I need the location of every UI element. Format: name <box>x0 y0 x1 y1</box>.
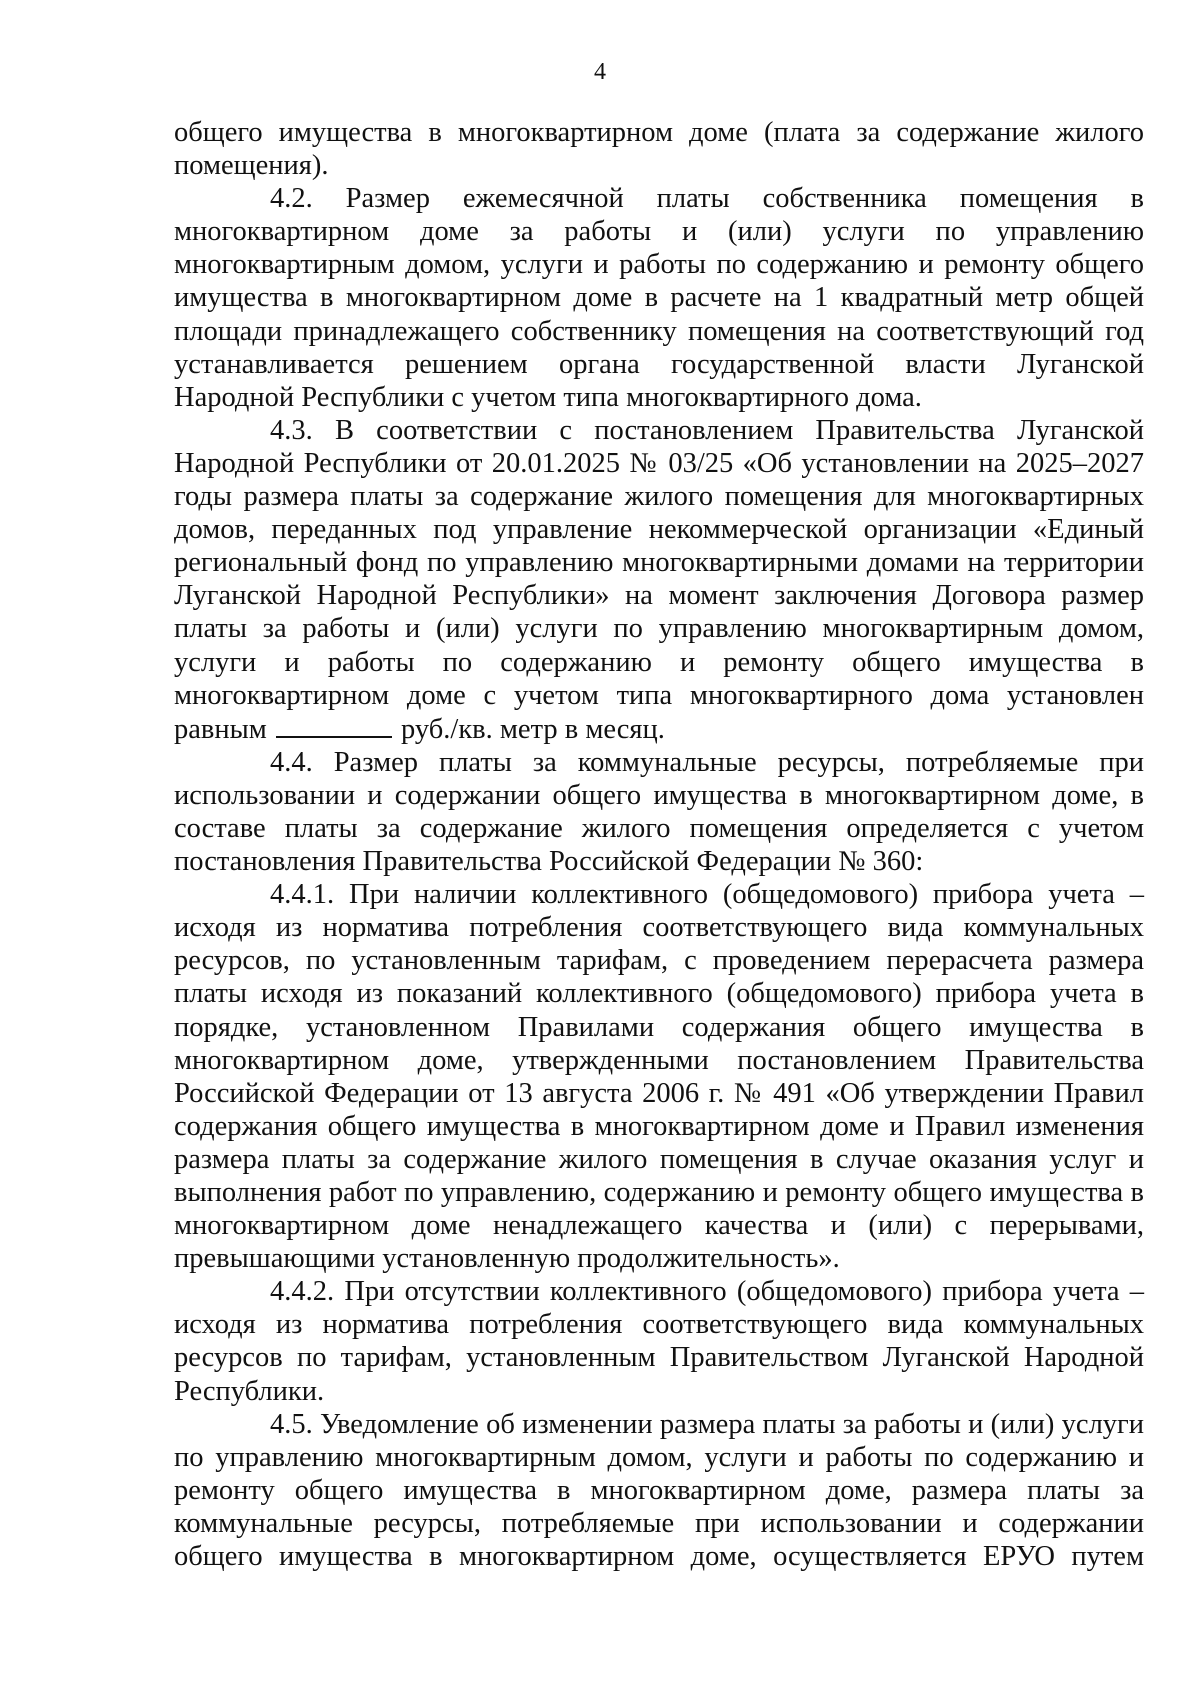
page-number: 4 <box>594 59 606 85</box>
paragraph-4-4-2: 4.4.2. При отсутствии коллективного (общедомового) прибора учета – исходя из норматива потребления соответствующего вида коммунальных ресурсов по тарифам, установленным Правительством Луганской Народной Республики. <box>174 1276 1144 1407</box>
paragraph-continuation: общего имущества в многоквартирном доме (плата за содержание жилого помещения). <box>174 117 1144 182</box>
paragraph-4-3 <box>174 414 1144 746</box>
paragraph-4-4: 4.4. Размер платы за коммунальные ресурсы, потребляемые при использовании и содержании общего имущества в многоквартирном доме, в составе платы за содержание жилого помещения определяется с учетом постановления Правительства Российской Федерации № 360: <box>174 746 1144 878</box>
blank-fill-line <box>276 712 392 738</box>
paragraph-4-2: 4.2. Размер ежемесячной платы собственника помещения в многоквартирном доме за работы и (или) услуги по управлению многоквартирным домом, услуги и работы по содержанию и ремонту общего имущества в многоквартирном доме в расчете на 1 квадратный метр общей площади принадлежащего собственнику помещения на соответствующий год устанавливается решением органа государственной власти Луганской Народной Республики с учетом типа многоквартирного дома. <box>174 183 1144 413</box>
paragraph-4-4-1: 4.4.1. При наличии коллективного (общедомового) прибора учета – исходя из норматива потребления соответствующего вида коммунальных ресурсов, по установленным тарифам, с проведением перерасчета размера платы исходя из показаний коллективного (общедомового) прибора учета в порядке, установленном Правилами содержания общего имущества в многоквартирном доме, утвержденными постановлением Правительства Российской Федерации от 13 августа 2006 г. № 491 «Об утверждении Правил содержания общего имущества в многоквартирном доме и Правил изменения размера платы за содержание жилого помещения в случае оказания услуг и выполнения работ по управлению, содержанию и ремонту общего имущества в многоквартирном доме ненадлежащего качества и (или) с перерывами, превышающими установленную продолжительность». <box>174 879 1144 1275</box>
document-body <box>174 116 1144 1573</box>
paragraph-4-3-text: 4.3. В соответствии с постановлением Правительства Луганской Народной Республики от 20.01.2025 № 03/25 «Об установлении на 2025–2027 годы размера платы за содержание жилого помещения для многоквартирных домов, переданных под управление некоммерческой организации «Единый региональный фонд по управлению многоквартирными домами на территории Луганской Народной Республики» на момент заключения Договора размер платы за работы и (или) услуги по управлению многоквартирным домом, услуги и работы по содержанию и ремонту общего имущества в многоквартирном доме с учетом типа многоквартирного дома установлен равным <box>174 414 1144 745</box>
paragraph-4-5: 4.5. Уведомление об изменении размера платы за работы и (или) услуги по управлению многоквартирным домом, услуги и работы по содержанию и ремонту общего имущества в многоквартирном доме, размера платы за коммунальные ресурсы, потребляемые при использовании и содержании общего имущества в многоквартирном доме, осуществляется ЕРУО путем <box>174 1408 1144 1573</box>
paragraph-4-3-unit: руб./кв. метр в месяц. <box>401 713 665 745</box>
